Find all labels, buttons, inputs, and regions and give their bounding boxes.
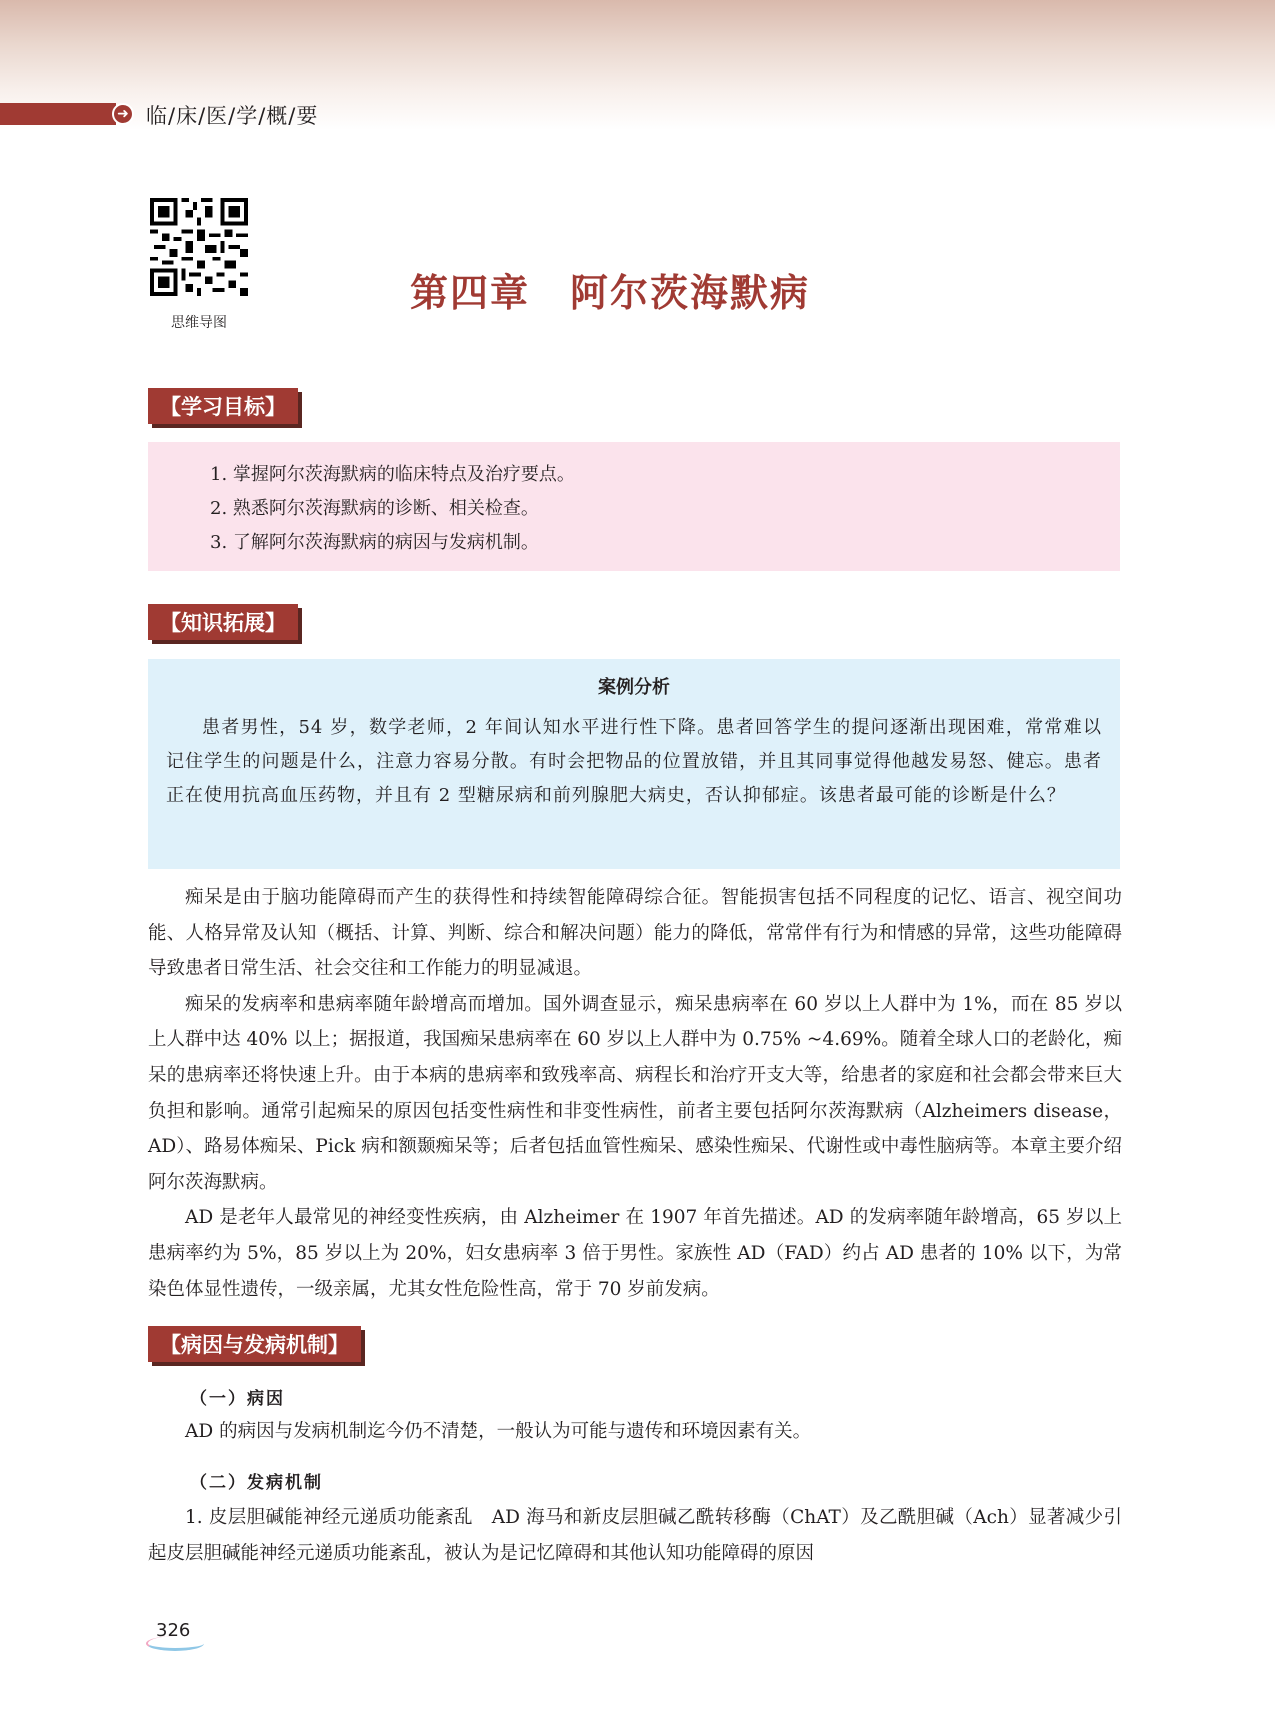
etiology-text — [148, 1414, 1122, 1450]
case-title: 案例分析 — [598, 677, 670, 698]
goal-item: 2. 熟悉阿尔茨海默病的诊断、相关检查。 — [210, 498, 539, 519]
page-number: 326 — [156, 1620, 191, 1641]
body-text — [148, 880, 1122, 1307]
case-analysis-box — [148, 659, 1120, 869]
qr-code-icon[interactable] — [150, 198, 248, 296]
learning-goals-box — [148, 442, 1120, 571]
header-bar — [0, 103, 116, 125]
paragraph: 1. 皮层胆碱能神经元递质功能紊乱 AD 海马和新皮层胆碱乙酰转移酶（ChAT）及乙酰胆碱（Ach）显著减少引起皮层胆碱能神经元递质功能紊乱，被认为是记忆障碍和其他认知功能障碍的原因 — [148, 1507, 1122, 1564]
goal-item: 3. 了解阿尔茨海默病的病因与发病机制。 — [210, 532, 539, 553]
arrow-right-icon: ➜ — [112, 103, 134, 125]
chapter-title — [410, 262, 810, 317]
chapter-number: 第四章 — [410, 270, 531, 315]
paragraph: 痴呆是由于脑功能障碍而产生的获得性和持续智能障碍综合征。智能损害包括不同程度的记忆、语言、视空间功能、人格异常及认知（概括、计算、判断、综合和解决问题）能力的降低，常常伴有行为和情感的异常，这些功能障碍导致患者日常生活、社会交往和工作能力的明显减退。 — [148, 887, 1122, 980]
book-title: 临/床/医/学/概/要 — [146, 104, 319, 128]
chapter-name: 阿尔茨海默病 — [570, 270, 811, 315]
section-knowledge-extension: 【知识拓展】 — [148, 604, 298, 640]
paragraph: AD 是老年人最常见的神经变性疾病，由 Alzheimer 在 1907 年首先描述。AD 的发病率随年龄增高，65 岁以上患病率约为 5%，85 岁以上为 20%，妇女患病率 3 倍于男性。家族性 AD（FAD）约占 AD 患者的 10% 以下，为常染色体显性遗传，一级亲属，尤其女性危险性高，常于 70 岁前发病。 — [148, 1207, 1122, 1300]
paragraph: AD 的病因与发病机制迄今仍不清楚，一般认为可能与遗传和环境因素有关。 — [185, 1421, 812, 1442]
goal-item: 1. 掌握阿尔茨海默病的临床特点及治疗要点。 — [210, 464, 575, 485]
section-etiology: 【病因与发病机制】 — [148, 1326, 361, 1362]
qr-caption: 思维导图 — [171, 315, 227, 331]
sub-heading-etiology: （一）病因 — [190, 1389, 285, 1409]
case-text: 患者男性，54 岁，数学老师，2 年间认知水平进行性下降。患者回答学生的提问逐渐出现困难，常常难以记住学生的问题是什么，注意力容易分散。有时会把物品的位置放错，并且其同事觉得他越发易怒、健忘。患者正在使用抗高血压药物，并且有 2 型糖尿病和前列腺肥大病史，否认抑郁症。该患者最可能的诊断是什么？ — [166, 717, 1102, 806]
page-number-area — [146, 1620, 202, 1648]
section-learning-goals: 【学习目标】 — [148, 388, 298, 424]
paragraph: 痴呆的发病率和患病率随年龄增高而增加。国外调查显示，痴呆患病率在 60 岁以上人群中为 1%，而在 85 岁以上人群中达 40% 以上；据报道，我国痴呆患病率在 60 岁以上人群中为 0.75% ~4.69%。随着全球人口的老龄化，痴呆的患病率还将快速上升。由于本病的患病率和致残率高、病程长和治疗开支大等，给患者的家庭和社会都会带来巨大负担和影响。通常引起痴呆的原因包括变性病性和非变性病性，前者主要包括阿尔茨海默病（Alzheimers disease，AD）、路易体痴呆、Pick 病和额颞痴呆等；后者包括血管性痴呆、感染性痴呆、代谢性或中毒性脑病等。本章主要介绍阿尔茨海默病。 — [148, 993, 1122, 1193]
pathogenesis-text — [148, 1500, 1122, 1571]
sub-heading-pathogenesis: （二）发病机制 — [190, 1473, 323, 1493]
